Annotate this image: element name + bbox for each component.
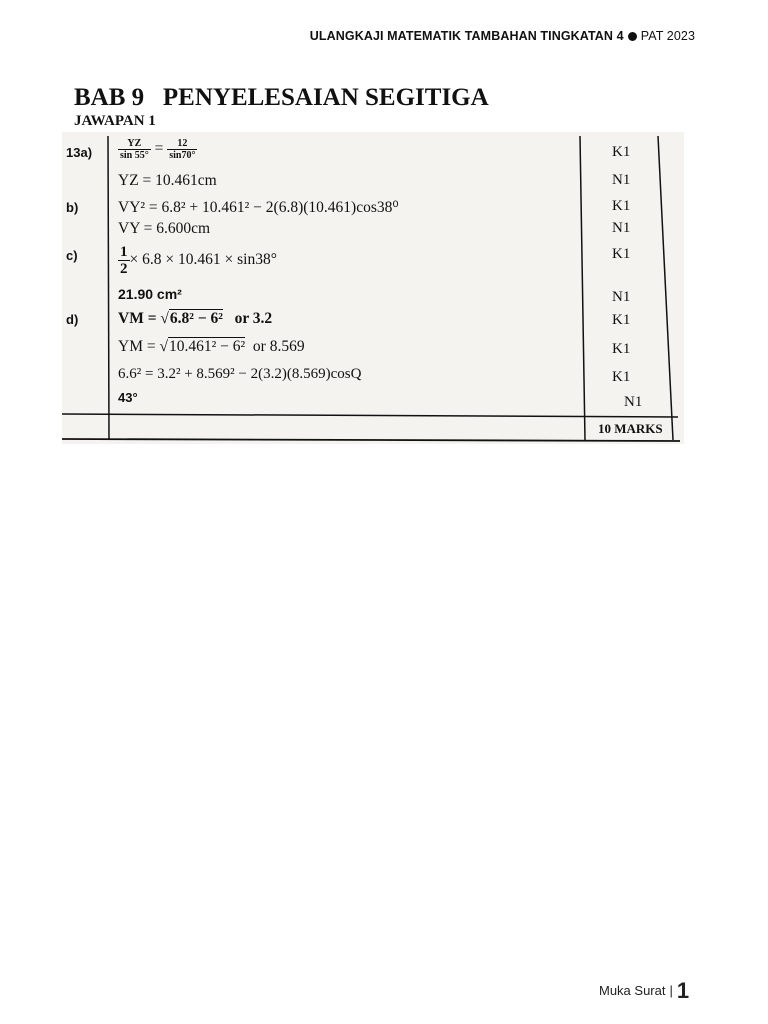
bullet-icon	[628, 32, 637, 41]
question-label: b)	[66, 200, 79, 215]
fraction-denominator: 2	[120, 261, 128, 277]
alternative-value: or 8.569	[252, 338, 305, 355]
header-bold-text: ULANGKAJI MATEMATIK TAMBAHAN TINGKATAN 4	[309, 29, 624, 43]
mark: N1	[612, 220, 631, 236]
area-expression: × 6.8 × 10.461 × sin38°	[129, 251, 277, 269]
expression-lhs: VM = √	[118, 310, 169, 327]
fraction-denominator: sin 55°	[120, 150, 149, 161]
mark: K1	[612, 246, 631, 262]
working: 21.90 cm²	[118, 286, 182, 302]
fraction-denominator: sin70°	[169, 150, 196, 161]
mark: N1	[624, 394, 643, 410]
answer-table	[62, 132, 684, 444]
mark: K1	[612, 198, 631, 214]
working	[118, 338, 305, 356]
section-title: JAWAPAN 1	[74, 113, 156, 129]
alternative-value: or 3.2	[234, 310, 273, 327]
mark: K1	[612, 144, 631, 160]
mark: K1	[612, 312, 631, 328]
equals-sign: =	[154, 140, 164, 158]
question-label: c)	[66, 248, 78, 263]
footer-label: Muka Surat	[599, 983, 666, 998]
total-marks: 10 MARKS	[598, 421, 663, 436]
mark: K1	[612, 369, 631, 385]
working: VY = 6.600cm	[118, 220, 211, 237]
page-header	[310, 29, 695, 43]
mark: N1	[612, 172, 631, 188]
fraction-numerator: 1	[120, 244, 128, 260]
working	[118, 138, 197, 161]
footer-separator: |	[669, 983, 673, 998]
working	[118, 310, 272, 328]
mark: K1	[612, 341, 631, 357]
working: VY² = 6.8² + 10.461² − 2(6.8)(10.461)cos38⁰	[118, 199, 399, 216]
header-rest-text: PAT 2023	[640, 29, 695, 43]
page-number: 1	[676, 978, 690, 1003]
working: 43°	[118, 390, 138, 405]
question-label: 13a)	[66, 145, 93, 160]
fraction-numerator: 12	[167, 138, 197, 150]
radicand: 10.461² − 6²	[168, 338, 246, 355]
working: 6.6² = 3.2² + 8.569² − 2(3.2)(8.569)cosQ	[118, 366, 362, 382]
page-footer	[599, 978, 689, 1004]
chapter-title: BAB 9 PENYELESAIAN SEGITIGA	[74, 84, 489, 111]
working	[118, 244, 277, 277]
expression-lhs: YM = √	[118, 338, 168, 355]
mark: N1	[612, 289, 631, 305]
radicand: 6.8² − 6²	[169, 310, 223, 327]
question-label: d)	[66, 312, 79, 327]
working: YZ = 10.461cm	[118, 172, 217, 189]
fraction-numerator: YZ	[118, 138, 151, 150]
